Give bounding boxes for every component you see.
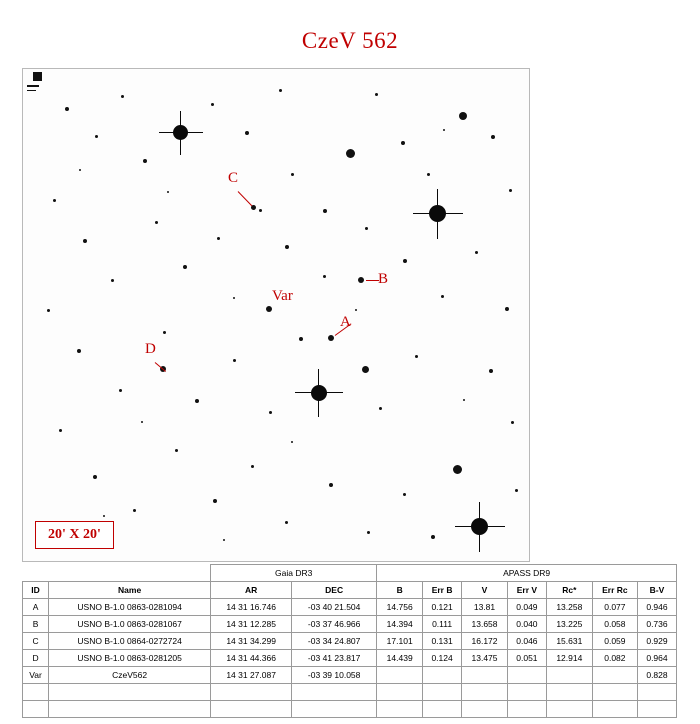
cell-err-rc: 0.082: [592, 650, 637, 667]
cell-b: 14.439: [377, 650, 423, 667]
cell-empty: [377, 701, 423, 718]
star: [93, 475, 97, 479]
star: [415, 355, 418, 358]
star: [463, 399, 465, 401]
star: [362, 366, 369, 373]
star: [403, 259, 407, 263]
cell-rc: 15.631: [546, 633, 592, 650]
cell-ar: 14 31 34.299: [211, 633, 292, 650]
cell-err-rc: [592, 667, 637, 684]
cell-b: 14.394: [377, 616, 423, 633]
star: [77, 349, 81, 353]
star: [285, 521, 288, 524]
table-row-empty: [23, 701, 677, 718]
table-group-header-row: [23, 565, 677, 582]
star: [441, 295, 444, 298]
cell-v: 16.172: [462, 633, 508, 650]
cell-empty: [377, 684, 423, 701]
star: [251, 465, 254, 468]
star: [329, 483, 333, 487]
cell-rc: [546, 667, 592, 684]
cell-id: Var: [23, 667, 49, 684]
group-header-apass: APASS DR9: [377, 565, 677, 582]
cell-empty: [462, 701, 508, 718]
cell-err-b: 0.124: [423, 650, 462, 667]
star: [323, 209, 327, 213]
cell-err-v: [507, 667, 546, 684]
star: [223, 539, 225, 541]
star: [379, 407, 382, 410]
cell-empty: [49, 701, 211, 718]
cell-err-v: 0.049: [507, 599, 546, 616]
star: [119, 389, 122, 392]
cell-name: USNO B-1.0 0864-0272724: [49, 633, 211, 650]
star: [509, 189, 512, 192]
star: [427, 173, 430, 176]
star: [259, 209, 262, 212]
cell-empty: [546, 701, 592, 718]
cell-empty: [423, 684, 462, 701]
star: [511, 421, 514, 424]
scale-box: 20' X 20': [35, 521, 114, 549]
marker-star-a: [328, 335, 334, 341]
marker-star-b: [358, 277, 364, 283]
cell-err-b: 0.111: [423, 616, 462, 633]
col-rc: Rc*: [546, 582, 592, 599]
cell-name: USNO B-1.0 0863-0281094: [49, 599, 211, 616]
star: [83, 239, 87, 243]
cell-empty: [507, 701, 546, 718]
star: [79, 169, 81, 171]
star: [459, 112, 467, 120]
cell-err-v: 0.046: [507, 633, 546, 650]
table-row: [23, 616, 677, 633]
label-c: C: [228, 170, 239, 186]
orientation-mark-bar2: [27, 90, 36, 91]
star: [233, 359, 236, 362]
star: [299, 337, 303, 341]
cell-id: C: [23, 633, 49, 650]
cell-id: D: [23, 650, 49, 667]
cell-empty: [546, 684, 592, 701]
star: [491, 135, 495, 139]
cell-empty: [292, 701, 377, 718]
col-v: V: [462, 582, 508, 599]
star: [175, 449, 178, 452]
star: [133, 509, 136, 512]
cell-name: CzeV562: [49, 667, 211, 684]
cell-empty: [423, 701, 462, 718]
cell-rc: 13.225: [546, 616, 592, 633]
col-name: Name: [49, 582, 211, 599]
cell-dec: -03 34 24.807: [292, 633, 377, 650]
cell-v: 13.81: [462, 599, 508, 616]
col-dec: DEC: [292, 582, 377, 599]
star: [291, 441, 293, 443]
cell-empty: [211, 684, 292, 701]
star: [195, 399, 199, 403]
star: [111, 279, 114, 282]
cell-err-b: 0.131: [423, 633, 462, 650]
star: [95, 135, 98, 138]
star: [291, 173, 294, 176]
star: [269, 411, 272, 414]
col-err-b: Err B: [423, 582, 462, 599]
cell-ar: 14 31 12.285: [211, 616, 292, 633]
star: [233, 297, 235, 299]
cell-err-v: 0.051: [507, 650, 546, 667]
orientation-mark-bar1: [27, 85, 39, 87]
cell-v: [462, 667, 508, 684]
cell-empty: [637, 701, 676, 718]
star: [211, 103, 214, 106]
cell-err-rc: 0.059: [592, 633, 637, 650]
cell-id: A: [23, 599, 49, 616]
star: [47, 309, 50, 312]
cell-empty: [637, 684, 676, 701]
label-b: B: [378, 271, 389, 287]
col-err-rc: Err Rc: [592, 582, 637, 599]
star: [65, 107, 69, 111]
cell-err-v: 0.040: [507, 616, 546, 633]
cell-id: B: [23, 616, 49, 633]
star: [355, 309, 357, 311]
cell-empty: [507, 684, 546, 701]
star: [431, 535, 435, 539]
table-row: [23, 599, 677, 616]
cell-v: 13.475: [462, 650, 508, 667]
label-a: A: [340, 314, 351, 330]
cell-bv: 0.964: [637, 650, 676, 667]
label-d: D: [145, 341, 156, 357]
star: [103, 515, 105, 517]
page-title: CzeV 562: [301, 28, 399, 53]
star: [143, 159, 147, 163]
col-id: ID: [23, 582, 49, 599]
star: [155, 221, 158, 224]
star: [59, 429, 62, 432]
star: [167, 191, 169, 193]
table-row: [23, 650, 677, 667]
col-ar: AR: [211, 582, 292, 599]
cell-dec: -03 39 10.058: [292, 667, 377, 684]
cell-rc: 13.258: [546, 599, 592, 616]
cell-ar: 14 31 27.087: [211, 667, 292, 684]
cell-dec: -03 37 46.966: [292, 616, 377, 633]
cell-bv: 0.828: [637, 667, 676, 684]
table-header-row: [23, 582, 677, 599]
star: [443, 129, 445, 131]
cell-ar: 14 31 16.746: [211, 599, 292, 616]
star: [475, 251, 478, 254]
star: [245, 131, 249, 135]
cell-v: 13.658: [462, 616, 508, 633]
star: [375, 93, 378, 96]
star: [489, 369, 493, 373]
photometry-table: [22, 564, 677, 718]
star: [365, 227, 368, 230]
star: [285, 245, 289, 249]
cell-err-b: [423, 667, 462, 684]
orientation-mark-square: [33, 72, 42, 81]
cell-bv: 0.929: [637, 633, 676, 650]
star: [515, 489, 518, 492]
cell-empty: [49, 684, 211, 701]
cell-empty: [592, 701, 637, 718]
cell-rc: 12.914: [546, 650, 592, 667]
table-row-var: [23, 667, 677, 684]
cell-empty: [23, 684, 49, 701]
star: [163, 331, 166, 334]
star: [217, 237, 220, 240]
star: [367, 531, 370, 534]
cell-empty: [592, 684, 637, 701]
cell-name: USNO B-1.0 0863-0281205: [49, 650, 211, 667]
cell-b: [377, 667, 423, 684]
star: [323, 275, 326, 278]
star: [141, 421, 143, 423]
cell-bv: 0.946: [637, 599, 676, 616]
cell-b: 14.756: [377, 599, 423, 616]
table-row: [23, 633, 677, 650]
cell-err-rc: 0.058: [592, 616, 637, 633]
star: [279, 89, 282, 92]
cell-err-rc: 0.077: [592, 599, 637, 616]
star: [401, 141, 405, 145]
cell-name: USNO B-1.0 0863-0281067: [49, 616, 211, 633]
cell-empty: [211, 701, 292, 718]
table-row-empty: [23, 684, 677, 701]
star: [346, 149, 355, 158]
cell-ar: 14 31 44.366: [211, 650, 292, 667]
cell-empty: [462, 684, 508, 701]
col-err-v: Err V: [507, 582, 546, 599]
star: [505, 307, 509, 311]
marker-star-var: [266, 306, 272, 312]
cell-bv: 0.736: [637, 616, 676, 633]
pointer-line-c: [238, 191, 253, 206]
cell-dec: -03 40 21.504: [292, 599, 377, 616]
star: [183, 265, 187, 269]
cell-empty: [23, 701, 49, 718]
col-bv: B-V: [637, 582, 676, 599]
cell-dec: -03 41 23.817: [292, 650, 377, 667]
group-header-gaia: Gaia DR3: [211, 565, 377, 582]
star-chart: [22, 68, 530, 562]
col-b: B: [377, 582, 423, 599]
star: [213, 499, 217, 503]
star: [453, 465, 462, 474]
cell-err-b: 0.121: [423, 599, 462, 616]
star: [53, 199, 56, 202]
star: [121, 95, 124, 98]
cell-empty: [292, 684, 377, 701]
star: [403, 493, 406, 496]
label-var: Var: [272, 288, 293, 304]
cell-b: 17.101: [377, 633, 423, 650]
